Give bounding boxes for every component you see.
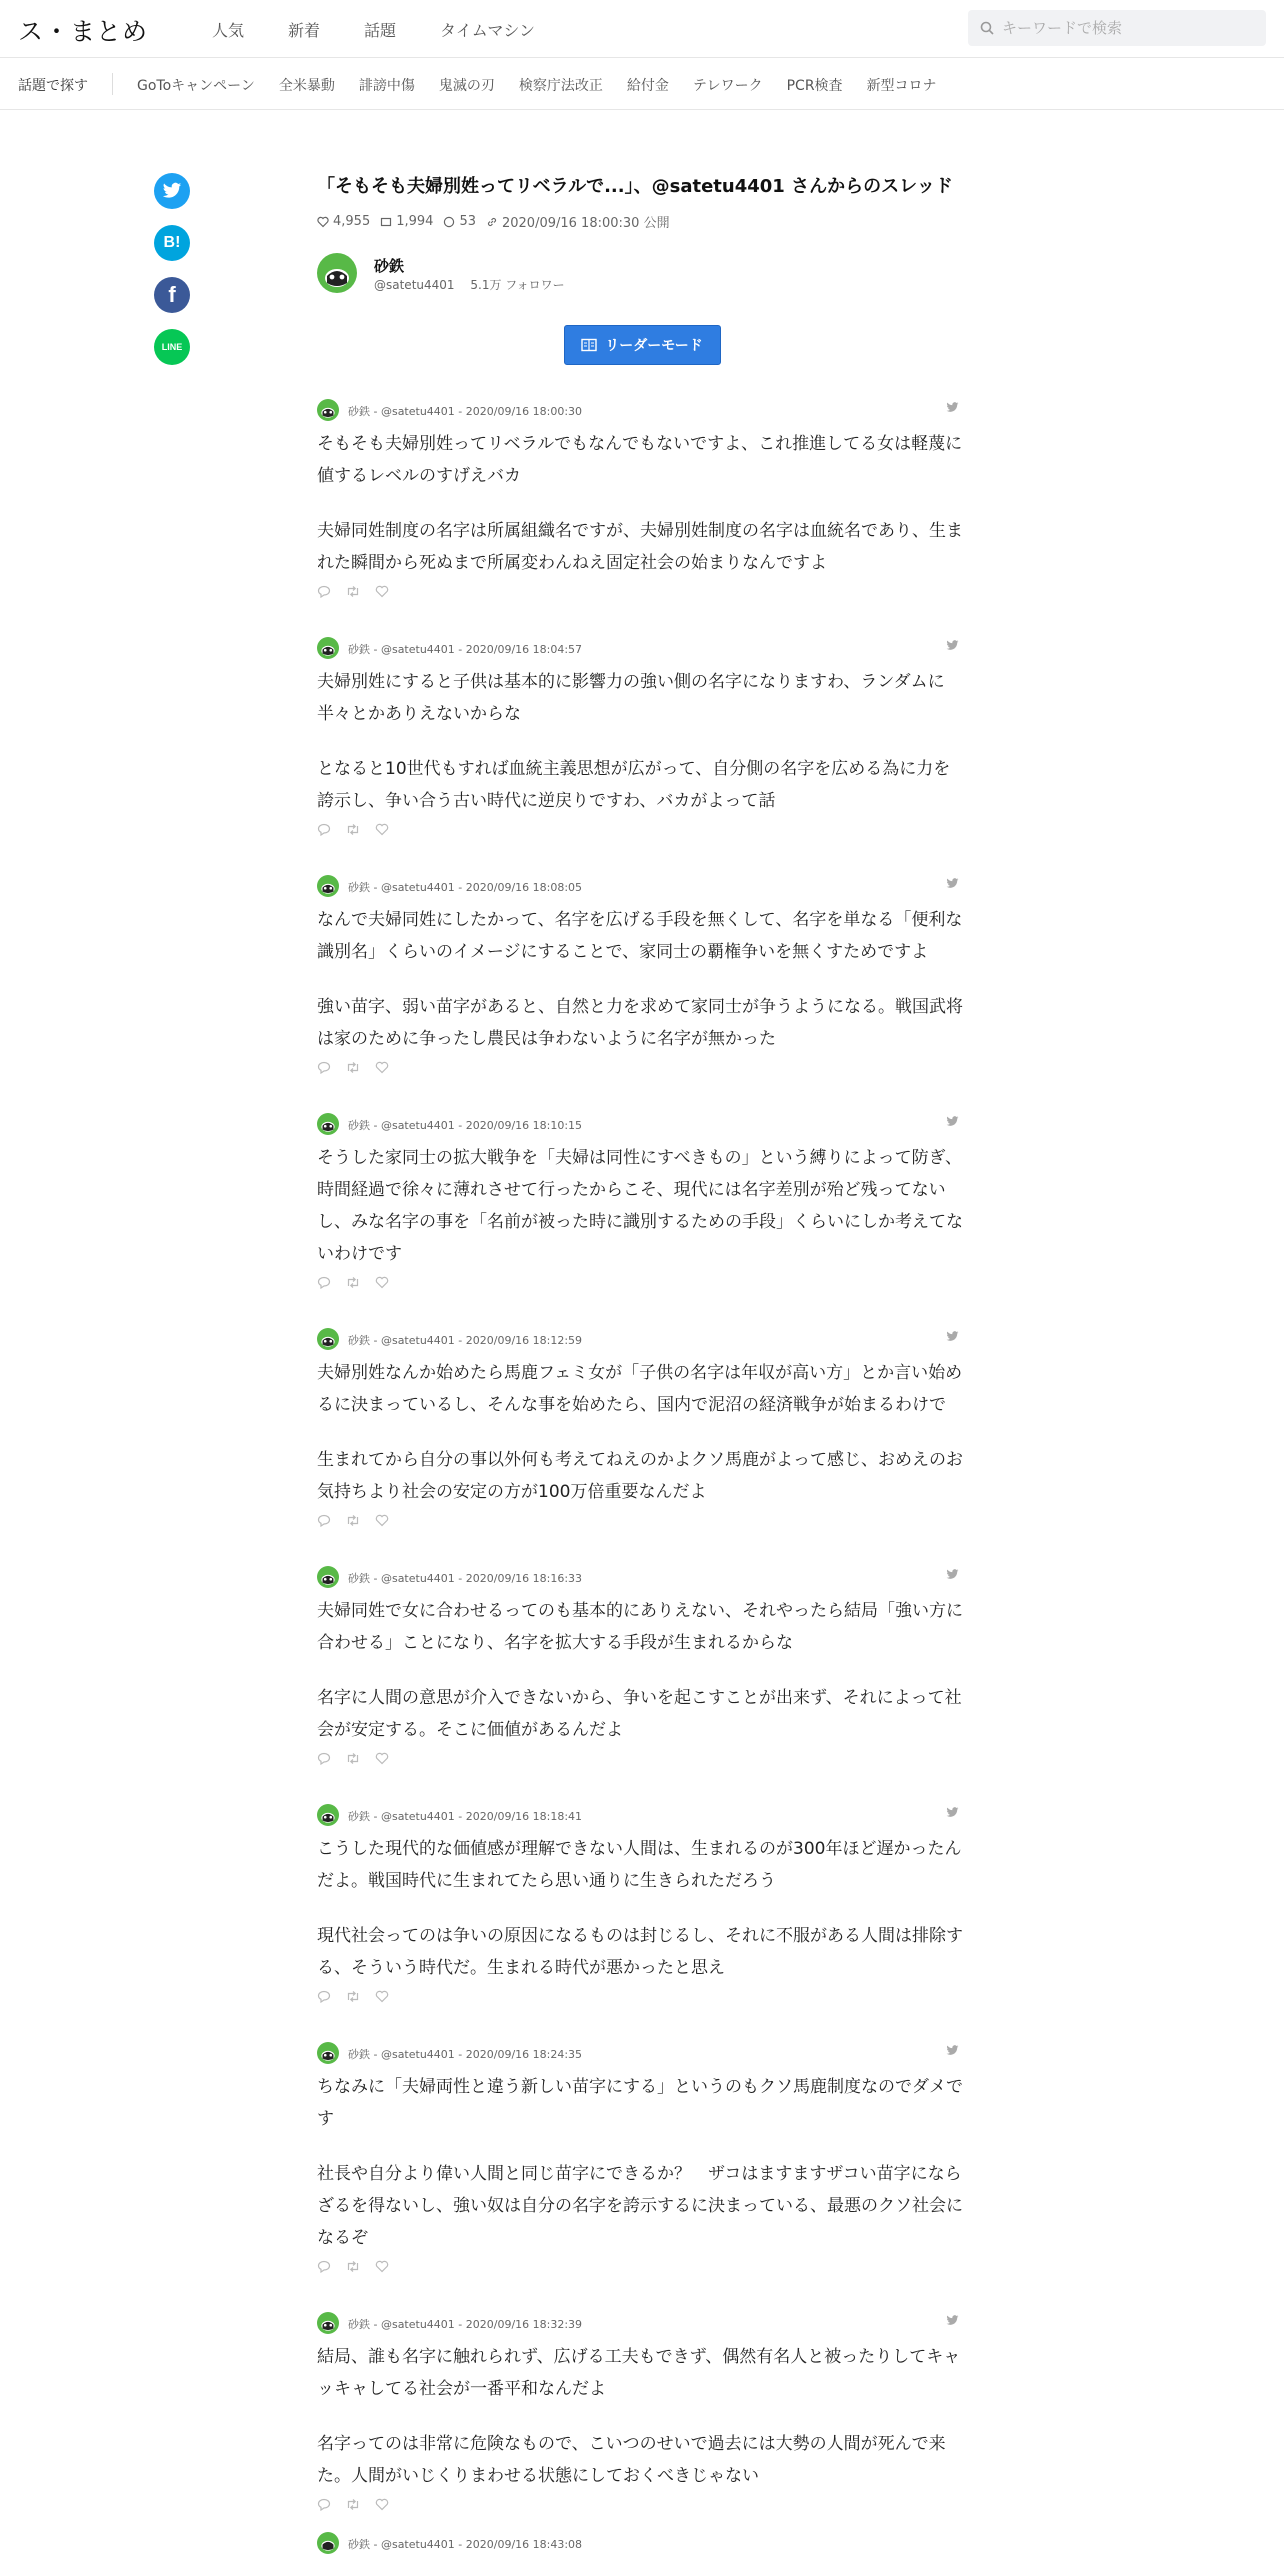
- avatar: [317, 253, 357, 293]
- main-nav: [212, 18, 579, 41]
- tweet-list: [317, 399, 967, 2514]
- topic-link[interactable]: GoToキャンペーン: [137, 78, 255, 94]
- tweet: [317, 1328, 967, 1530]
- topic-link[interactable]: 新型コロナ: [866, 78, 937, 94]
- twitter-bird-icon[interactable]: [946, 1807, 959, 1818]
- avatar: [317, 2042, 339, 2064]
- tweet-text: [317, 428, 967, 579]
- twitter-bird-icon[interactable]: [946, 402, 959, 413]
- author-block[interactable]: [317, 253, 967, 297]
- retweet-icon[interactable]: [345, 1061, 361, 1074]
- retweet-icon[interactable]: [345, 823, 361, 836]
- like-icon[interactable]: [375, 1276, 389, 1289]
- retweet-icon[interactable]: [345, 1990, 361, 2003]
- topic-link[interactable]: 誹謗中傷: [358, 78, 415, 94]
- avatar: [317, 399, 339, 421]
- comment-icon: [443, 216, 455, 228]
- tweet-paragraph: 強い苗字、弱い苗字があると、自然と力を求めて家同士が争うようになる。戦国武将は家のために争ったし農民は争わないように名字が無かった: [317, 997, 963, 1049]
- reply-icon[interactable]: [317, 1990, 331, 2003]
- topic-link[interactable]: 給付金: [626, 78, 669, 94]
- avatar: [317, 637, 339, 659]
- twitter-bird-icon[interactable]: [946, 640, 959, 651]
- site-header: [0, 0, 1284, 58]
- likes-count: 4,955: [333, 214, 371, 229]
- site-logo[interactable]: ス・まとめ: [18, 17, 149, 46]
- retweet-icon[interactable]: [345, 585, 361, 598]
- retweet-icon[interactable]: [345, 1276, 361, 1289]
- topic-link[interactable]: 全米暴動: [278, 78, 335, 94]
- article-title: 「そもそも夫婦別姓ってリベラルで...」、@satetu4401 さんからのスレッド: [317, 176, 953, 197]
- tweet-header: [317, 2532, 967, 2554]
- tweet-paragraph: 名字ってのは非常に危険なもので、こいつのせいで過去には大勢の人間が死んで来た。人間がいじくりまわせる状態にしておくべきじゃない: [317, 2434, 946, 2486]
- share-twitter-button[interactable]: [154, 173, 190, 209]
- heart-icon: [317, 216, 329, 228]
- topic-list: [137, 75, 961, 95]
- tweet-paragraph: 生まれてから自分の事以外何も考えてねえのかよクソ馬鹿がよって感じ、おめえのお気持ちより社会の安定の方が100万倍重要なんだよ: [317, 1450, 963, 1502]
- retweet-icon[interactable]: [345, 1752, 361, 1765]
- tweet-text: [317, 666, 967, 817]
- tweet-paragraph: 夫婦同姓で女に合わせるってのも基本的にありえない、それやったら結局「強い方に合わせる」ことになり、名字を拡大する手段が生まれるからな: [317, 1601, 963, 1653]
- twitter-bird-icon[interactable]: [946, 1331, 959, 1342]
- like-icon[interactable]: [375, 1514, 389, 1527]
- search-icon: [980, 21, 994, 35]
- tweet: [317, 399, 967, 601]
- avatar: [317, 2532, 339, 2554]
- tweet: [317, 637, 967, 839]
- tweet-meta: 砂鉄 - @satetu4401 - 2020/09/16 18:32:39: [348, 2318, 583, 2331]
- nav-timemachine[interactable]: タイムマシン: [440, 21, 536, 40]
- avatar: [317, 1566, 339, 1588]
- tweet-meta: 砂鉄 - @satetu4401 - 2020/09/16 18:08:05: [348, 881, 583, 894]
- tweet-text: [317, 1595, 967, 1746]
- tweet-paragraph: となると10世代もすれば血統主義思想が広がって、自分側の名字を広める為に力を誇示し、争い合う古い時代に逆戻りですわ、バカがよって話: [317, 759, 951, 811]
- twitter-bird-icon[interactable]: [946, 2045, 959, 2056]
- book-icon: [581, 338, 597, 352]
- tweet-meta: 砂鉄 - @satetu4401 - 2020/09/16 18:12:59: [348, 1334, 583, 1347]
- retweets-stat: [380, 214, 433, 229]
- tweet: [317, 2042, 967, 2276]
- share-hatena-button[interactable]: B!: [154, 225, 190, 261]
- retweet-icon[interactable]: [345, 2260, 361, 2273]
- tweet-meta: 砂鉄 - @satetu4401 - 2020/09/16 18:43:08: [348, 2538, 583, 2551]
- tweet-actions: [317, 1057, 967, 1077]
- avatar: [317, 875, 339, 897]
- comments-count: 53: [459, 214, 476, 229]
- tweet-header: [317, 1328, 967, 1350]
- topic-link[interactable]: テレワーク: [692, 78, 763, 94]
- like-icon[interactable]: [375, 1752, 389, 1765]
- article: [317, 174, 967, 2550]
- tweet-paragraph: 社長や自分より偉い人間と同じ苗字にできるか？ ザコはますますザコい苗字にならざるを得ないし、強い奴は自分の名字を誇示するに決まっている、最悪のクソ社会になるぞ: [317, 2164, 963, 2248]
- reader-mode-label: リーダーモード: [605, 338, 703, 354]
- tweet-meta: 砂鉄 - @satetu4401 - 2020/09/16 18:04:57: [348, 643, 583, 656]
- tweet-meta: 砂鉄 - @satetu4401 - 2020/09/16 18:24:35: [348, 2048, 583, 2061]
- tweet-paragraph: 現代社会ってのは争いの原因になるものは封じるし、それに不服がある人間は排除する、そういう時代だ。生まれる時代が悪かったと思え: [317, 1926, 963, 1978]
- reply-icon[interactable]: [317, 585, 331, 598]
- tweet-paragraph: ちなみに「夫婦両性と違う新しい苗字にする」というのもクソ馬鹿制度なのでダメです: [317, 2077, 963, 2129]
- tweet-actions: [317, 1986, 967, 2006]
- reply-icon[interactable]: [317, 1752, 331, 1765]
- tweet-paragraph: 結局、誰も名字に触れられず、広げる工夫もできず、偶然有名人と被ったりしてキャッキャしてる社会が一番平和なんだよ: [317, 2347, 961, 2399]
- tweet-header: [317, 637, 967, 659]
- tweet-meta: 砂鉄 - @satetu4401 - 2020/09/16 18:16:33: [348, 1572, 583, 1585]
- avatar: [317, 1113, 339, 1135]
- tweet-actions: [317, 819, 967, 839]
- tweet-actions: [317, 1748, 967, 1768]
- retweet-icon[interactable]: [345, 1514, 361, 1527]
- tweet-actions: [317, 1510, 967, 1530]
- author-sub: [374, 276, 565, 293]
- tweet-paragraph: 夫婦同姓制度の名字は所属組織名ですが、夫婦別姓制度の名字は血統名であり、生まれた瞬間から死ぬまで所属変わんねえ固定社会の始まりなんですよ: [317, 521, 963, 573]
- retweet-icon[interactable]: [345, 2498, 361, 2511]
- share-facebook-button[interactable]: f: [154, 277, 190, 313]
- tweet: [317, 1804, 967, 2006]
- author-followers: 5.1万 フォロワー: [470, 278, 565, 292]
- tweet-actions: [317, 2494, 967, 2514]
- share-line-button[interactable]: LINE: [154, 329, 190, 365]
- twitter-bird-icon[interactable]: [946, 1116, 959, 1127]
- tweet-meta: 砂鉄 - @satetu4401 - 2020/09/16 18:10:15: [348, 1119, 583, 1132]
- tweet-paragraph: そうした家同士の拡大戦争を「夫婦は同性にすべきもの」という縛りによって防ぎ、時間経過で徐々に薄れさせて行ったからこそ、現代には名字差別が殆ど残ってないし、みな名字の事を「名前が被った時に識別するための手段」くらいにしか考えてないわけです: [317, 1148, 963, 1264]
- tweet-actions: [317, 581, 967, 601]
- link-icon: [486, 216, 498, 228]
- topic-link[interactable]: 検察庁法改正: [518, 78, 603, 94]
- topic-bar-label: 話題で探す: [18, 78, 88, 94]
- avatar: [317, 1328, 339, 1350]
- nav-topics[interactable]: 話題: [364, 21, 397, 40]
- topic-bar-divider: [112, 73, 113, 95]
- like-icon[interactable]: [375, 823, 389, 836]
- tweet: [317, 2312, 967, 2514]
- tweet: [317, 875, 967, 1077]
- tweet-text: [317, 1833, 967, 1984]
- like-icon[interactable]: [375, 585, 389, 598]
- tweet-actions: [317, 2256, 967, 2276]
- avatar: [317, 2312, 339, 2334]
- tweet-paragraph: 夫婦別姓にすると子供は基本的に影響力の強い側の名字になりますわ、ランダムに半々とかありえないからな: [317, 672, 945, 724]
- retweets-count: 1,994: [396, 214, 434, 229]
- tweet-header: [317, 875, 967, 897]
- nav-popular[interactable]: 人気: [212, 21, 245, 40]
- nav-new[interactable]: 新着: [288, 21, 321, 40]
- topic-link[interactable]: 鬼滅の刃: [438, 78, 495, 94]
- like-icon[interactable]: [375, 1990, 389, 2003]
- tweet-text: [317, 904, 967, 1055]
- avatar: [317, 1804, 339, 1826]
- reply-icon[interactable]: [317, 1061, 331, 1074]
- search-box: [968, 10, 1266, 46]
- twitter-bird-icon[interactable]: [946, 878, 959, 889]
- tweet-paragraph: そもそも夫婦別姓ってリベラルでもなんでもないですよ、これ推進してる女は軽蔑に値するレベルのすげえバカ: [317, 434, 963, 486]
- topic-link[interactable]: PCR検査: [786, 78, 843, 94]
- tweet-header: [317, 1113, 967, 1135]
- tweet-meta: 砂鉄 - @satetu4401 - 2020/09/16 18:18:41: [348, 1810, 583, 1823]
- tweet-text: [317, 2341, 967, 2492]
- search-input[interactable]: [1002, 19, 1242, 37]
- tweet-paragraph: なんで夫婦同姓にしたかって、名字を広げる手段を無くして、名字を単なる「便利な識別名」くらいのイメージにすることで、家同士の覇権争いを無くすためですよ: [317, 910, 963, 962]
- tweet: [317, 1566, 967, 1768]
- likes-stat: [317, 214, 370, 229]
- reply-icon[interactable]: [317, 1514, 331, 1527]
- tweet-header: [317, 2042, 967, 2064]
- tweet-text: [317, 1357, 967, 1508]
- share-buttons: [154, 173, 190, 381]
- comments-stat: [443, 214, 476, 229]
- author-handle: @satetu4401: [374, 278, 455, 292]
- tweet-header: [317, 1566, 967, 1588]
- reply-icon[interactable]: [317, 1276, 331, 1289]
- tweet-paragraph: 名字に人間の意思が介入できないから、争いを起こすことが出来ず、それによって社会が安定する。そこに価値があるんだよ: [317, 1688, 962, 1740]
- tweet-paragraph: こうした現代的な価値感が理解できない人間は、生まれるのが300年ほど遅かったんだよ。戦国時代に生まれてたら思い通りに生きられただろう: [317, 1839, 962, 1891]
- tweet-text: [317, 1142, 967, 1270]
- publish-date-text: 2020/09/16 18:00:30 公開: [501, 216, 670, 231]
- reply-icon[interactable]: [317, 2260, 331, 2273]
- tweet-header: [317, 2312, 967, 2334]
- tweet-header: [317, 1804, 967, 1826]
- reader-mode-button[interactable]: [564, 325, 721, 365]
- tweet: [317, 1113, 967, 1292]
- like-icon[interactable]: [375, 1061, 389, 1074]
- tweet-actions: [317, 1272, 967, 1292]
- topic-bar: [0, 58, 1284, 110]
- retweet-icon: [380, 216, 392, 228]
- tweet-meta: 砂鉄 - @satetu4401 - 2020/09/16 18:00:30: [348, 405, 583, 418]
- reply-icon[interactable]: [317, 823, 331, 836]
- tweet-partial: [317, 2532, 967, 2554]
- author-name: 砂鉄: [374, 257, 405, 275]
- twitter-bird-icon[interactable]: [946, 1569, 959, 1580]
- article-stats: [317, 212, 967, 231]
- tweet-header: [317, 399, 967, 421]
- twitter-bird-icon[interactable]: [946, 2315, 959, 2326]
- tweet-paragraph: 夫婦別姓なんか始めたら馬鹿フェミ女が「子供の名字は年収が高い方」とか言い始めるに決まっているし、そんな事を始めたら、国内で泥沼の経済戦争が始まるわけで: [317, 1363, 963, 1415]
- publish-date: [486, 212, 670, 231]
- reply-icon[interactable]: [317, 2498, 331, 2511]
- twitter-bird-icon: [162, 182, 182, 200]
- like-icon[interactable]: [375, 2260, 389, 2273]
- like-icon[interactable]: [375, 2498, 389, 2511]
- tweet-text: [317, 2071, 967, 2254]
